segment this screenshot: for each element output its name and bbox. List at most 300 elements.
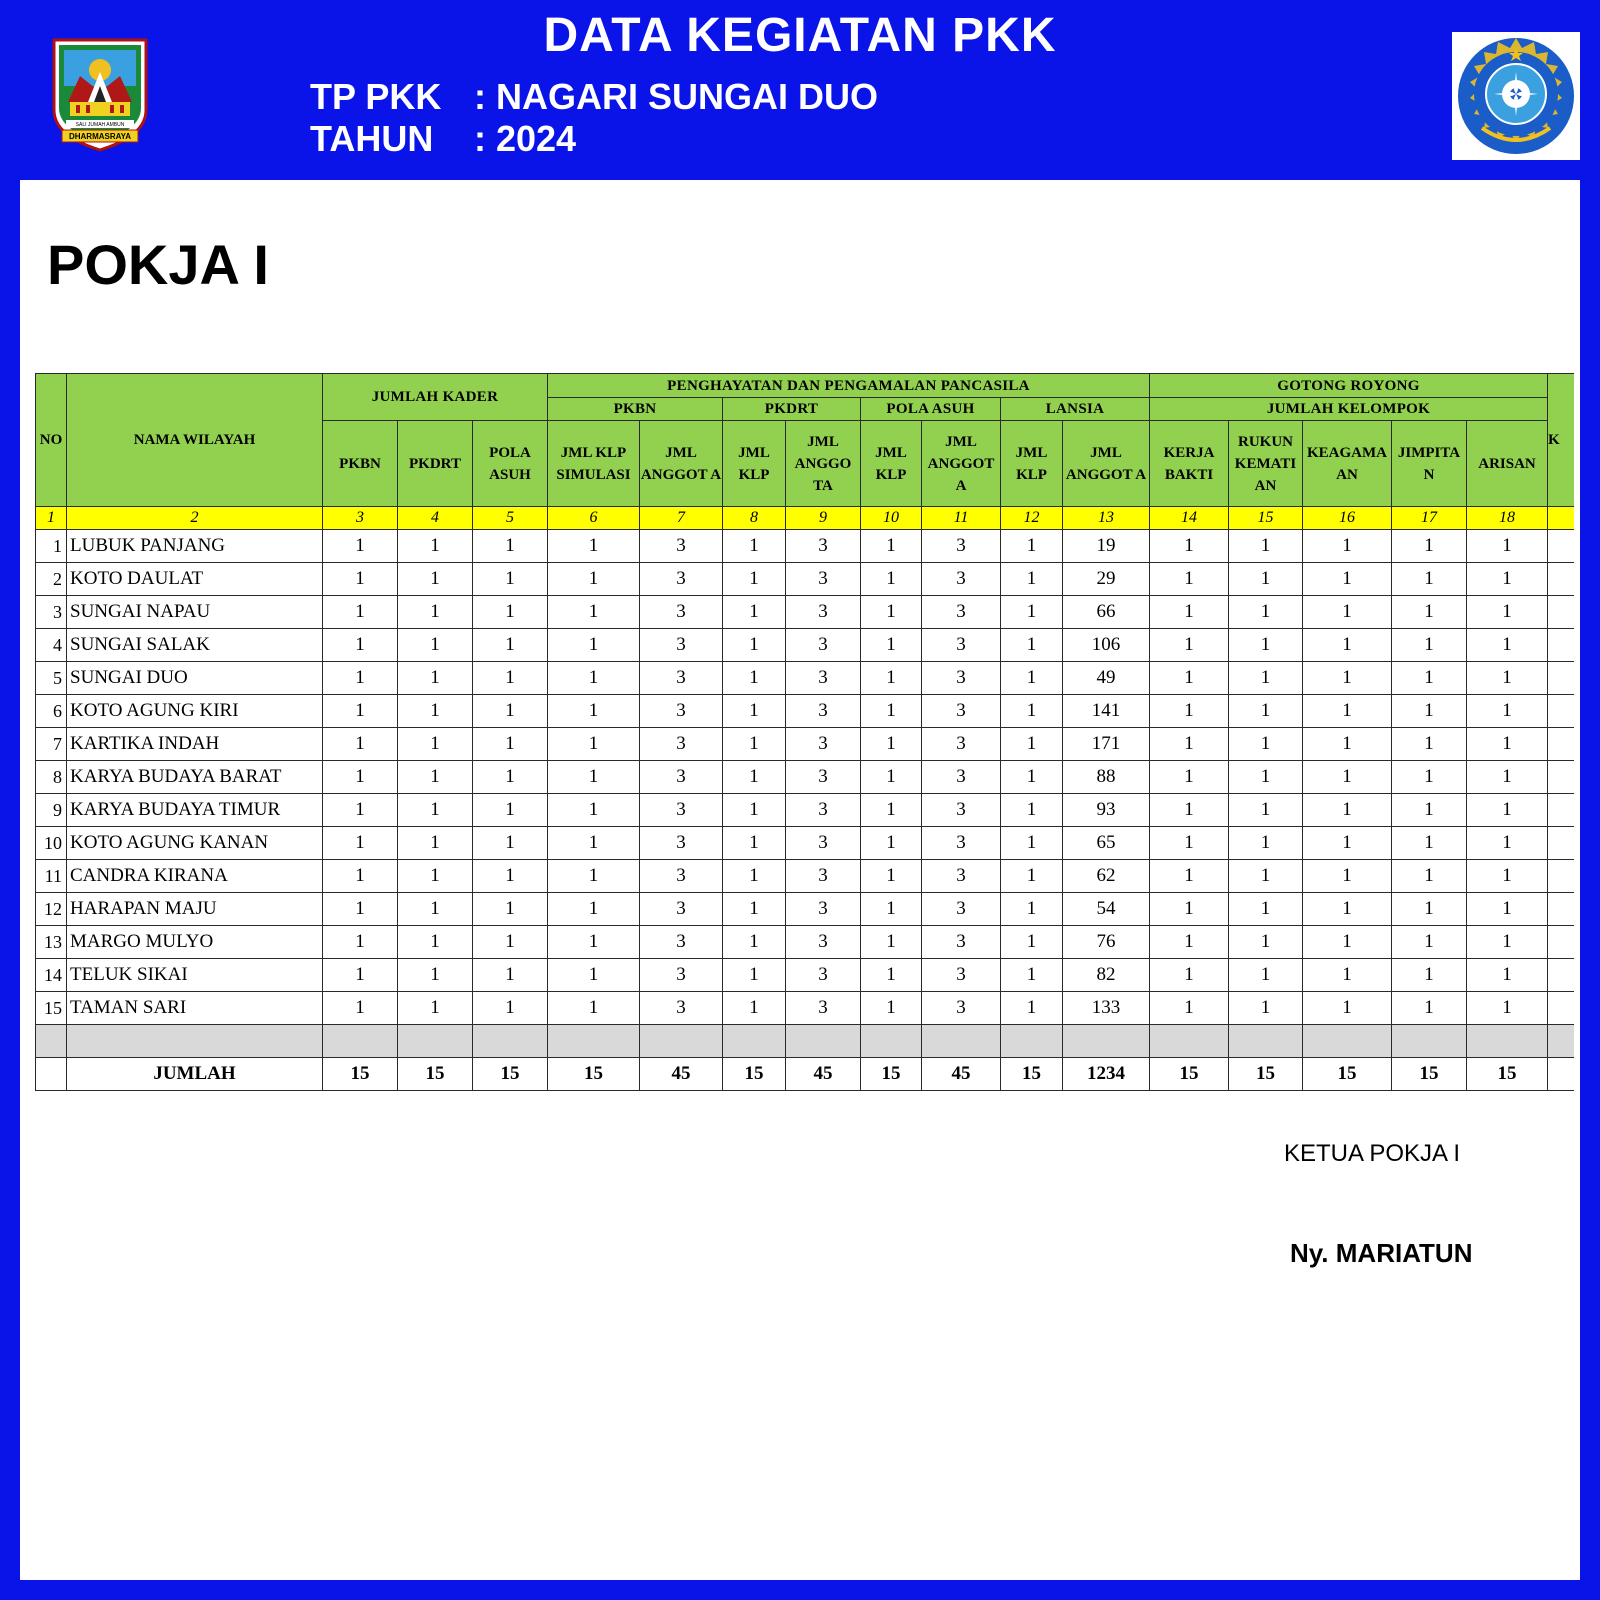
total-value-cell: 1234: [1063, 1058, 1150, 1091]
row-value-cell: 1: [548, 761, 640, 794]
row-value-cell: 1: [398, 794, 473, 827]
row-value-cell: 3: [786, 893, 861, 926]
blank-cell: [548, 1025, 640, 1058]
row-value-cell: 1: [1392, 596, 1467, 629]
row-value-cell: 1: [723, 596, 786, 629]
row-value-cell: 1: [1229, 596, 1303, 629]
header-pola-asuh: POLA ASUH: [861, 398, 1001, 421]
row-value-cell: 88: [1063, 761, 1150, 794]
row-value-cell: 3: [640, 959, 723, 992]
row-value-cell: 1: [1229, 959, 1303, 992]
row-number: 14: [36, 959, 67, 992]
row-value-cell: 1: [398, 992, 473, 1025]
row-value-cell: 1: [1229, 530, 1303, 563]
column-header: RUKUN KEMATI AN: [1229, 421, 1303, 507]
total-row: [36, 1058, 1574, 1091]
row-value-cell: 1: [1303, 563, 1392, 596]
row-value-cell: 1: [1467, 827, 1548, 860]
row-value-cell: 3: [786, 629, 861, 662]
total-value-cell: 15: [398, 1058, 473, 1091]
row-value-cell: 1: [323, 563, 398, 596]
row-value-cell: 1: [1150, 596, 1229, 629]
row-value-cell: 1: [1467, 926, 1548, 959]
row-value-cell: 1: [1150, 695, 1229, 728]
column-header: JML KLP: [1001, 421, 1063, 507]
row-value-cell: 1: [548, 926, 640, 959]
row-value-cell: 1: [1150, 629, 1229, 662]
blank-cell: [398, 1025, 473, 1058]
row-value-cell: 1: [1001, 563, 1063, 596]
table-row: [36, 530, 1574, 563]
row-value-cell: 1: [1150, 926, 1229, 959]
row-wilayah-name: SUNGAI NAPAU: [67, 596, 323, 629]
row-value-cell: 1: [1467, 893, 1548, 926]
row-value-cell: 1: [1392, 992, 1467, 1025]
row-value-cell: 1: [1392, 959, 1467, 992]
blank-cell: [640, 1025, 723, 1058]
column-number-cell: 13: [1063, 507, 1150, 530]
total-value-cell: 15: [861, 1058, 922, 1091]
row-value-cell: 1: [1150, 893, 1229, 926]
total-value-cell: 15: [1303, 1058, 1392, 1091]
row-value-cell: 1: [1303, 827, 1392, 860]
total-value-cell: 15: [1150, 1058, 1229, 1091]
column-header: JML ANGGO TA: [786, 421, 861, 507]
row-value-cell: 1: [1303, 629, 1392, 662]
row-value-cell: 1: [548, 563, 640, 596]
row-value-cell: 3: [640, 728, 723, 761]
row-value-cell: 1: [1467, 629, 1548, 662]
row-value-cell: 1: [1467, 563, 1548, 596]
row-value-cell: 3: [922, 596, 1001, 629]
row-value-cell: 1: [1303, 695, 1392, 728]
row-value-cell: 3: [786, 596, 861, 629]
column-number-cell: 15: [1229, 507, 1303, 530]
total-value-cell: 45: [640, 1058, 723, 1091]
signature-name: Ny. MARIATUN: [1290, 1238, 1473, 1268]
row-value-cell: 1: [323, 926, 398, 959]
row-value-cell: 1: [1392, 893, 1467, 926]
row-value-cell: 1: [1467, 992, 1548, 1025]
row-value-cell: 3: [922, 926, 1001, 959]
row-value-cell: 1: [723, 794, 786, 827]
row-value-cell: 1: [1467, 695, 1548, 728]
tp-label: TP PKK: [310, 76, 442, 117]
row-value-cell: 3: [786, 662, 861, 695]
pkk-logo: [1452, 32, 1580, 160]
row-value-cell: 1: [548, 629, 640, 662]
row-cut-cell: [1548, 893, 1574, 926]
row-value-cell: 3: [640, 596, 723, 629]
row-wilayah-name: KARTIKA INDAH: [67, 728, 323, 761]
column-number-cell: 3: [323, 507, 398, 530]
row-number: 4: [36, 629, 67, 662]
row-value-cell: 62: [1063, 860, 1150, 893]
row-value-cell: 1: [1229, 662, 1303, 695]
year-label: TAHUN: [310, 118, 434, 159]
tp-value: : NAGARI SUNGAI DUO: [474, 76, 878, 117]
row-value-cell: 82: [1063, 959, 1150, 992]
row-cut-cell: [1548, 662, 1574, 695]
column-header: JML KLP SIMULASI: [548, 421, 640, 507]
row-value-cell: 1: [398, 728, 473, 761]
total-value-cell: 15: [1467, 1058, 1548, 1091]
row-value-cell: 1: [1150, 959, 1229, 992]
row-value-cell: 1: [398, 563, 473, 596]
column-number-cell: 18: [1467, 507, 1548, 530]
row-value-cell: 1: [1001, 662, 1063, 695]
blank-cell: [1001, 1025, 1063, 1058]
row-value-cell: 1: [861, 794, 922, 827]
row-value-cell: 1: [398, 662, 473, 695]
row-wilayah-name: TAMAN SARI: [67, 992, 323, 1025]
row-value-cell: 1: [323, 530, 398, 563]
row-value-cell: 3: [640, 860, 723, 893]
row-value-cell: 3: [640, 794, 723, 827]
row-value-cell: 1: [473, 827, 548, 860]
row-value-cell: 1: [1303, 728, 1392, 761]
column-header: KERJA BAKTI: [1150, 421, 1229, 507]
row-number: 6: [36, 695, 67, 728]
row-value-cell: 1: [548, 530, 640, 563]
row-value-cell: 1: [1001, 728, 1063, 761]
row-value-cell: 1: [548, 596, 640, 629]
row-value-cell: 1: [723, 959, 786, 992]
row-value-cell: 1: [1392, 860, 1467, 893]
row-value-cell: 1: [1467, 959, 1548, 992]
row-value-cell: 1: [323, 794, 398, 827]
row-cut-cell: [1548, 959, 1574, 992]
row-value-cell: 1: [861, 893, 922, 926]
row-value-cell: 1: [861, 629, 922, 662]
row-value-cell: 1: [323, 959, 398, 992]
total-value-cell: 15: [1001, 1058, 1063, 1091]
row-value-cell: 1: [1392, 926, 1467, 959]
row-value-cell: 1: [861, 761, 922, 794]
row-value-cell: 1: [398, 530, 473, 563]
row-value-cell: 1: [473, 596, 548, 629]
row-value-cell: 1: [861, 563, 922, 596]
row-number: 2: [36, 563, 67, 596]
row-value-cell: 1: [1150, 860, 1229, 893]
row-value-cell: 1: [1303, 860, 1392, 893]
column-number-cell: 11: [922, 507, 1001, 530]
row-value-cell: 1: [1392, 563, 1467, 596]
row-value-cell: 1: [1150, 992, 1229, 1025]
row-value-cell: 1: [1001, 695, 1063, 728]
row-value-cell: 3: [922, 893, 1001, 926]
year-value: : 2024: [474, 118, 577, 159]
table-row: [36, 794, 1574, 827]
row-value-cell: 1: [473, 959, 548, 992]
row-value-cell: 1: [323, 728, 398, 761]
row-value-cell: 1: [1392, 794, 1467, 827]
row-value-cell: 1: [1229, 728, 1303, 761]
row-value-cell: 1: [473, 992, 548, 1025]
row-value-cell: 54: [1063, 893, 1150, 926]
row-value-cell: 3: [640, 992, 723, 1025]
row-wilayah-name: KOTO DAULAT: [67, 563, 323, 596]
row-value-cell: 1: [323, 860, 398, 893]
row-value-cell: 1: [398, 893, 473, 926]
header-nama-wilayah: NAMA WILAYAH: [67, 374, 323, 507]
row-value-cell: 1: [323, 992, 398, 1025]
table-row: [36, 860, 1574, 893]
column-number-cell: 16: [1303, 507, 1392, 530]
row-value-cell: 1: [398, 761, 473, 794]
row-value-cell: 1: [1392, 662, 1467, 695]
blank-cell: [473, 1025, 548, 1058]
row-value-cell: 1: [1467, 530, 1548, 563]
row-value-cell: 1: [1150, 827, 1229, 860]
row-wilayah-name: CANDRA KIRANA: [67, 860, 323, 893]
pokja-table: [35, 373, 1574, 1091]
table-row: [36, 662, 1574, 695]
column-header: PKDRT: [398, 421, 473, 507]
row-value-cell: 1: [398, 629, 473, 662]
column-header: POLA ASUH: [473, 421, 548, 507]
row-value-cell: 106: [1063, 629, 1150, 662]
row-value-cell: 3: [640, 563, 723, 596]
row-value-cell: 3: [922, 959, 1001, 992]
row-value-cell: 1: [1001, 629, 1063, 662]
row-value-cell: 3: [922, 728, 1001, 761]
column-number-cell: 12: [1001, 507, 1063, 530]
row-value-cell: 3: [922, 695, 1001, 728]
column-number-cell: 1: [36, 507, 67, 530]
row-value-cell: 49: [1063, 662, 1150, 695]
blank-cell: [723, 1025, 786, 1058]
row-value-cell: 3: [922, 827, 1001, 860]
row-value-cell: 1: [861, 992, 922, 1025]
row-value-cell: 1: [1001, 860, 1063, 893]
row-wilayah-name: MARGO MULYO: [67, 926, 323, 959]
row-value-cell: 1: [398, 827, 473, 860]
row-number: 12: [36, 893, 67, 926]
column-header: JML ANGGOT A: [1063, 421, 1150, 507]
column-number-cell: 17: [1392, 507, 1467, 530]
row-number: 10: [36, 827, 67, 860]
row-value-cell: 1: [1467, 794, 1548, 827]
row-wilayah-name: HARAPAN MAJU: [67, 893, 323, 926]
row-value-cell: 1: [548, 827, 640, 860]
blank-cell: [36, 1025, 67, 1058]
row-wilayah-name: TELUK SIKAI: [67, 959, 323, 992]
column-number-cell: 5: [473, 507, 548, 530]
total-cut-cell: [1548, 1058, 1574, 1091]
row-value-cell: 3: [786, 530, 861, 563]
table-row: [36, 959, 1574, 992]
row-value-cell: 3: [786, 728, 861, 761]
row-value-cell: 1: [1001, 794, 1063, 827]
row-value-cell: 1: [473, 893, 548, 926]
blank-cell: [67, 1025, 323, 1058]
blank-cell: [786, 1025, 861, 1058]
table-row: [36, 728, 1574, 761]
column-number-row: [36, 507, 1574, 530]
row-value-cell: 76: [1063, 926, 1150, 959]
row-value-cell: 1: [1303, 662, 1392, 695]
row-value-cell: 3: [640, 926, 723, 959]
row-value-cell: 1: [548, 728, 640, 761]
row-value-cell: 1: [1392, 827, 1467, 860]
total-value-cell: 45: [922, 1058, 1001, 1091]
row-number: 7: [36, 728, 67, 761]
row-value-cell: 1: [861, 926, 922, 959]
row-value-cell: 3: [922, 761, 1001, 794]
header-pkdrt: PKDRT: [723, 398, 861, 421]
row-value-cell: 1: [1392, 629, 1467, 662]
row-value-cell: 3: [922, 992, 1001, 1025]
column-number-cell: 8: [723, 507, 786, 530]
table-row: [36, 563, 1574, 596]
row-value-cell: 1: [1392, 695, 1467, 728]
blank-cell: [1392, 1025, 1467, 1058]
row-value-cell: 1: [473, 563, 548, 596]
column-header: PKBN: [323, 421, 398, 507]
blank-cell: [1150, 1025, 1229, 1058]
row-wilayah-name: SUNGAI SALAK: [67, 629, 323, 662]
blank-cell: [861, 1025, 922, 1058]
row-value-cell: 3: [786, 794, 861, 827]
row-value-cell: 66: [1063, 596, 1150, 629]
row-value-cell: 1: [723, 761, 786, 794]
column-header: ARISAN: [1467, 421, 1548, 507]
row-value-cell: 1: [1229, 794, 1303, 827]
column-header: JML ANGGOT A: [640, 421, 723, 507]
row-value-cell: 3: [922, 563, 1001, 596]
row-value-cell: 3: [640, 827, 723, 860]
row-value-cell: 1: [1229, 992, 1303, 1025]
row-value-cell: 1: [1229, 629, 1303, 662]
blank-cell: [1063, 1025, 1150, 1058]
row-wilayah-name: SUNGAI DUO: [67, 662, 323, 695]
row-value-cell: 3: [786, 860, 861, 893]
column-number-cell: 9: [786, 507, 861, 530]
total-value-cell: 15: [548, 1058, 640, 1091]
row-value-cell: 1: [398, 596, 473, 629]
row-number: 1: [36, 530, 67, 563]
row-cut-cell: [1548, 629, 1574, 662]
row-value-cell: 3: [922, 860, 1001, 893]
row-value-cell: 1: [1303, 926, 1392, 959]
row-value-cell: 1: [1303, 794, 1392, 827]
row-value-cell: 1: [1001, 827, 1063, 860]
column-number-cell: [1548, 507, 1574, 530]
row-value-cell: 3: [640, 530, 723, 563]
row-value-cell: 1: [861, 728, 922, 761]
row-value-cell: 1: [1001, 596, 1063, 629]
row-value-cell: 1: [861, 695, 922, 728]
row-value-cell: 3: [786, 695, 861, 728]
header-no: NO: [36, 374, 67, 507]
row-value-cell: 1: [1150, 563, 1229, 596]
row-value-cell: 1: [861, 596, 922, 629]
header-lansia: LANSIA: [1001, 398, 1150, 421]
row-value-cell: 3: [922, 794, 1001, 827]
row-value-cell: 1: [548, 662, 640, 695]
total-label: JUMLAH: [67, 1058, 323, 1091]
row-number: 11: [36, 860, 67, 893]
table-row: [36, 761, 1574, 794]
page-title: DATA KEGIATAN PKK: [543, 9, 1057, 62]
row-value-cell: 1: [1392, 530, 1467, 563]
row-value-cell: 1: [723, 992, 786, 1025]
row-value-cell: 1: [1229, 761, 1303, 794]
row-value-cell: 1: [1303, 596, 1392, 629]
row-value-cell: 1: [1467, 596, 1548, 629]
row-value-cell: 1: [473, 629, 548, 662]
row-value-cell: 1: [1229, 563, 1303, 596]
row-value-cell: 1: [1303, 761, 1392, 794]
row-wilayah-name: LUBUK PANJANG: [67, 530, 323, 563]
column-number-cell: 4: [398, 507, 473, 530]
row-number: 5: [36, 662, 67, 695]
row-value-cell: 1: [1001, 761, 1063, 794]
row-value-cell: 1: [473, 662, 548, 695]
row-wilayah-name: KOTO AGUNG KIRI: [67, 695, 323, 728]
row-value-cell: 3: [640, 893, 723, 926]
row-value-cell: 1: [1001, 530, 1063, 563]
table-row: [36, 596, 1574, 629]
row-number: 3: [36, 596, 67, 629]
row-value-cell: 1: [723, 530, 786, 563]
column-header: KEAGAMA AN: [1303, 421, 1392, 507]
total-value-cell: 15: [723, 1058, 786, 1091]
row-value-cell: 1: [548, 893, 640, 926]
svg-text:SALI JUMAH AMBUN: SALI JUMAH AMBUN: [75, 122, 125, 128]
row-cut-cell: [1548, 596, 1574, 629]
header-jumlah-kelompok: JUMLAH KELOMPOK: [1150, 398, 1548, 421]
row-value-cell: 1: [323, 662, 398, 695]
row-value-cell: 1: [398, 926, 473, 959]
header-cut-column: K: [1548, 374, 1574, 507]
row-value-cell: 171: [1063, 728, 1150, 761]
row-value-cell: 1: [323, 893, 398, 926]
row-value-cell: 1: [861, 662, 922, 695]
table-row: [36, 926, 1574, 959]
row-value-cell: 1: [723, 728, 786, 761]
row-value-cell: 1: [861, 827, 922, 860]
row-value-cell: 3: [640, 662, 723, 695]
row-value-cell: 1: [473, 860, 548, 893]
row-value-cell: 1: [723, 695, 786, 728]
blank-row: [36, 1025, 1574, 1058]
total-value-cell: 15: [323, 1058, 398, 1091]
row-value-cell: 1: [1001, 959, 1063, 992]
row-value-cell: 3: [786, 992, 861, 1025]
row-number: 8: [36, 761, 67, 794]
blank-cell: [1303, 1025, 1392, 1058]
row-value-cell: 1: [473, 926, 548, 959]
column-number-cell: 6: [548, 507, 640, 530]
row-value-cell: 19: [1063, 530, 1150, 563]
row-value-cell: 3: [786, 926, 861, 959]
row-value-cell: 1: [723, 926, 786, 959]
row-value-cell: 1: [861, 860, 922, 893]
section-title: POKJA I: [47, 233, 269, 296]
row-value-cell: 1: [1001, 893, 1063, 926]
row-value-cell: 1: [1150, 728, 1229, 761]
row-value-cell: 1: [473, 695, 548, 728]
column-header: JML ANGGOT A: [922, 421, 1001, 507]
row-value-cell: 93: [1063, 794, 1150, 827]
column-header: JIMPITA N: [1392, 421, 1467, 507]
row-value-cell: 3: [640, 761, 723, 794]
row-value-cell: 1: [861, 959, 922, 992]
row-value-cell: 1: [1150, 530, 1229, 563]
row-cut-cell: [1548, 794, 1574, 827]
